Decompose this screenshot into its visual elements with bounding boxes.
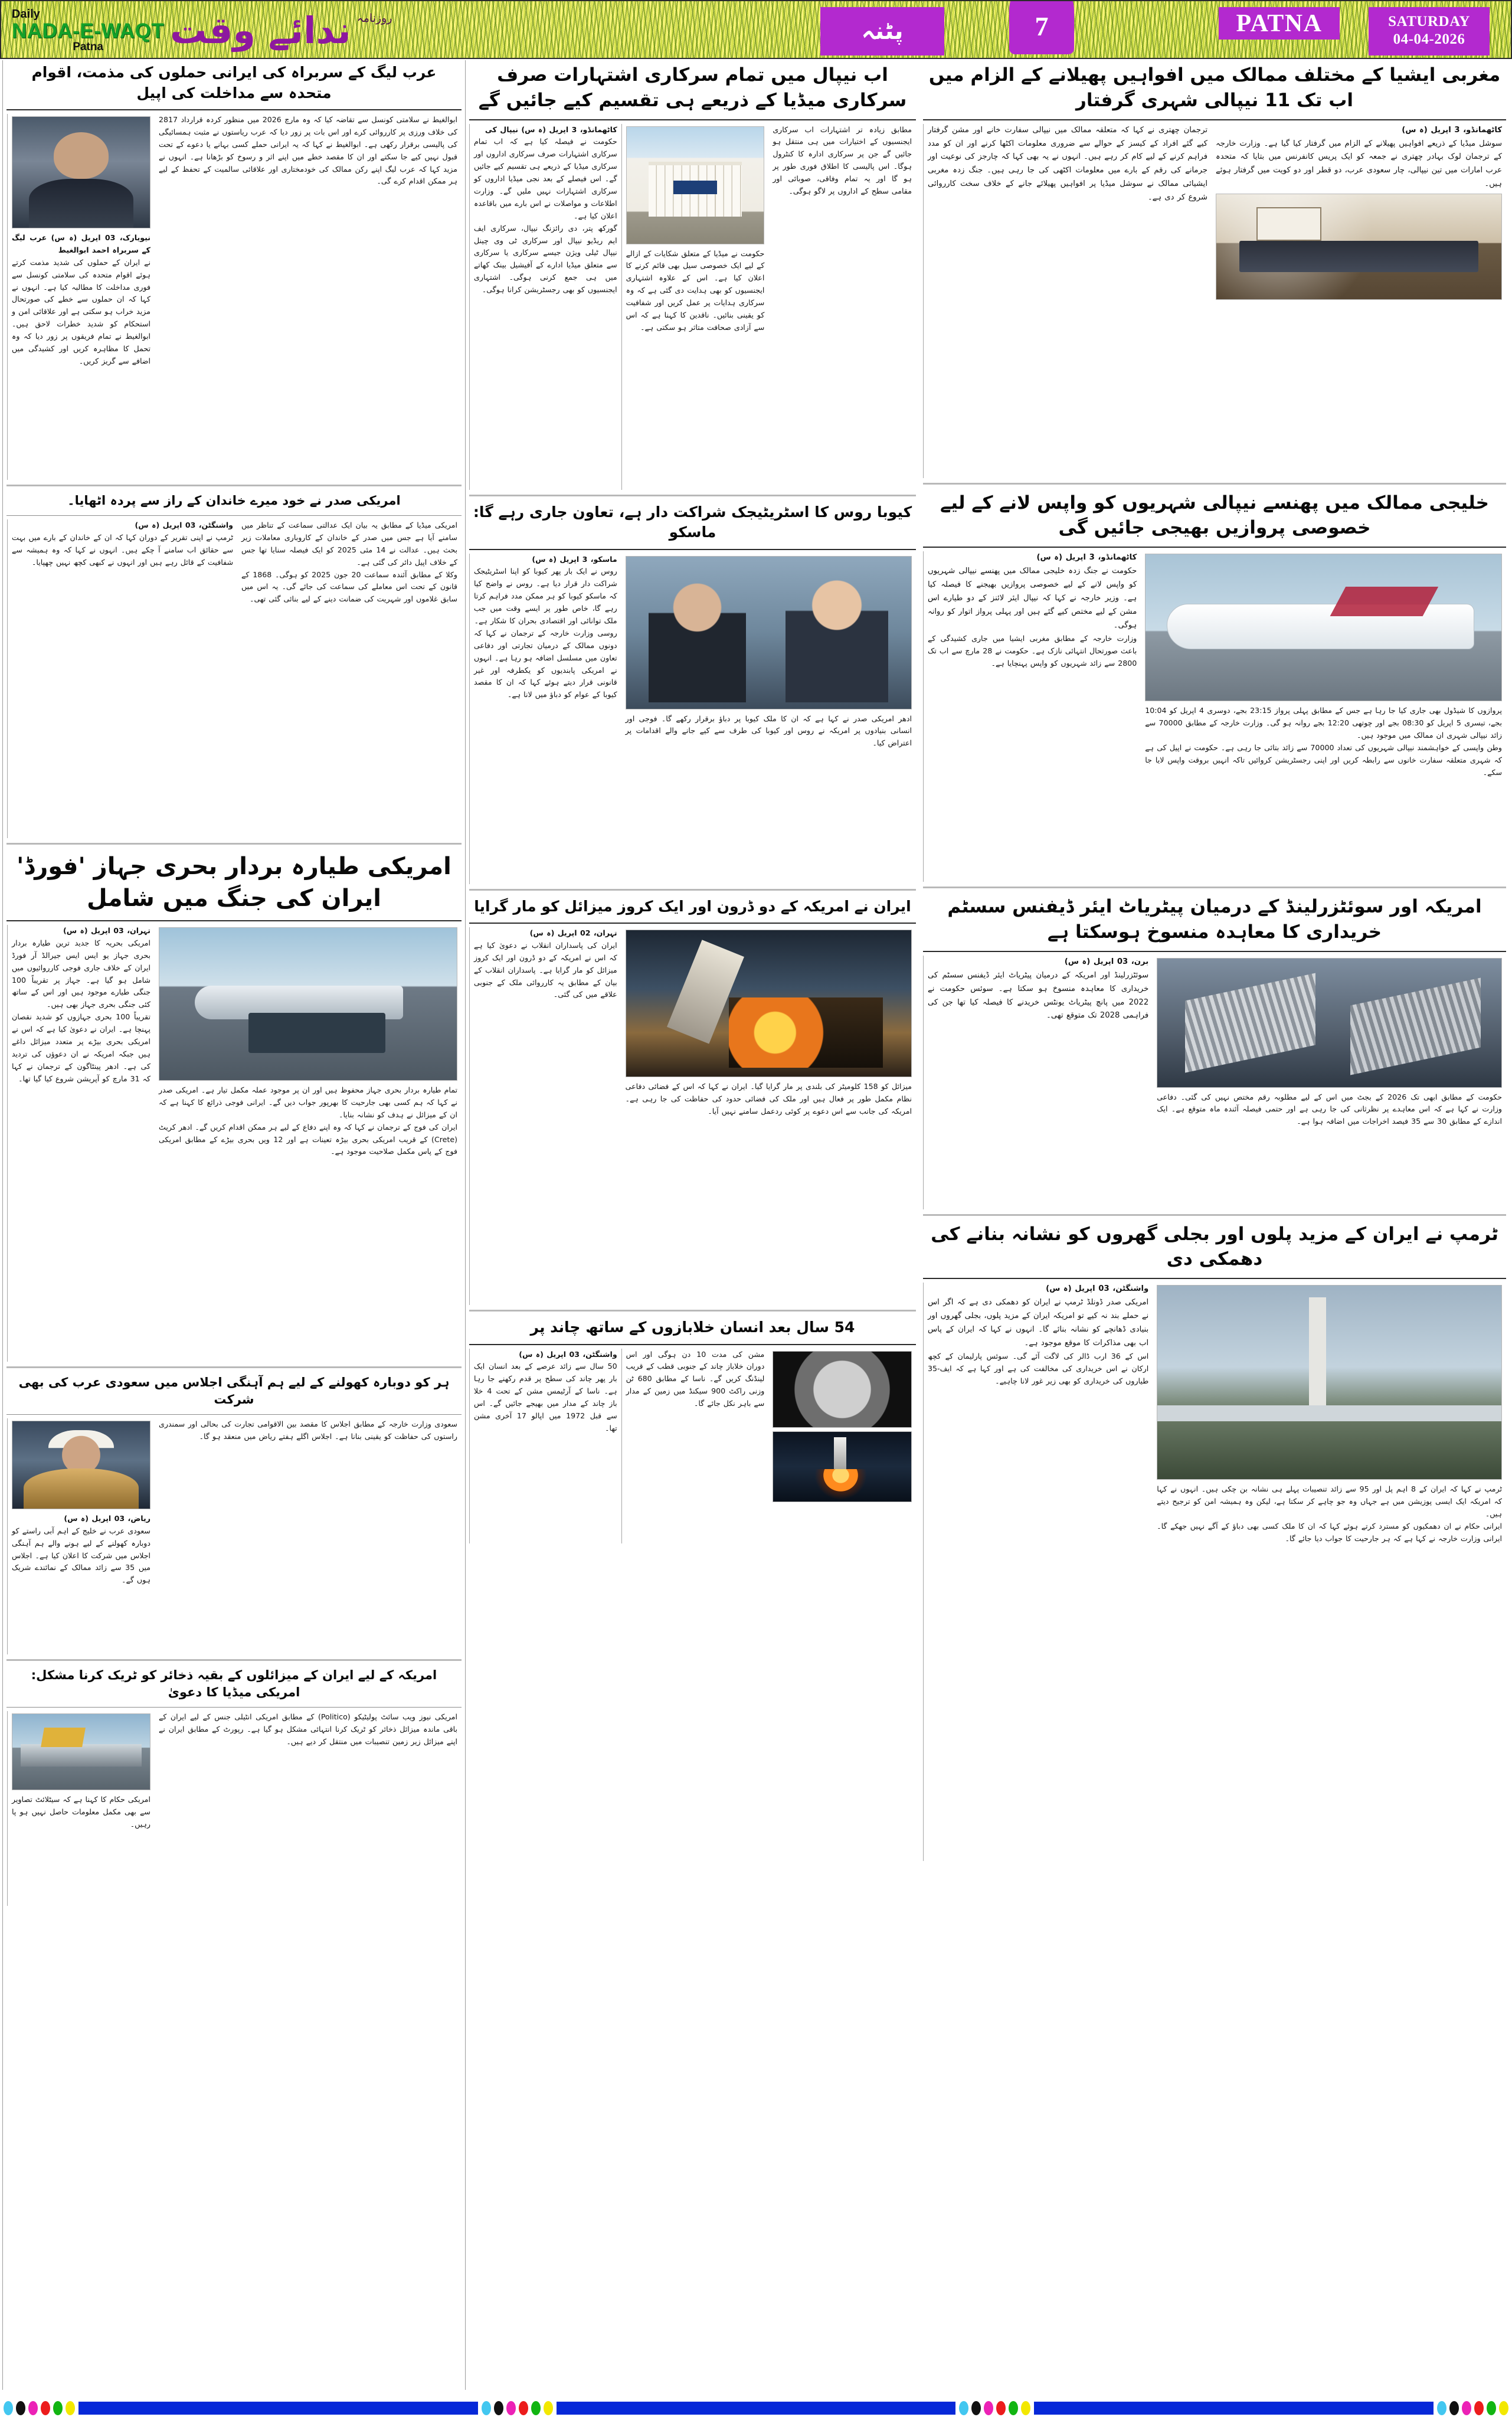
article-photo [12, 1421, 150, 1509]
page-number-label: 7 [1035, 11, 1049, 41]
date-label: 04-04-2026 [1393, 31, 1465, 47]
article-gulf-flights [923, 488, 1506, 882]
article-trump-family [6, 490, 462, 838]
article-photo [626, 556, 912, 709]
body-text: سعودی عرب نے خلیج کے اہم آبی راستے کو دوبارہ کھولنے کے لیے ہونے والے ہم آہنگی اجلاس میں شرکت کا اعلان کیا ہے۔ اجلاس میں 35 سے زائد ممالک کے نمائندے شریک ہوں گے۔ [12, 1526, 150, 1585]
colour-bar-fill [557, 2402, 956, 2415]
body-text: ٹرمپ نے کہا کہ ایران کے 8 اہم پل اور 95 سے زائد تنصیبات پہلے ہی نشانہ بن چکی ہیں۔ انہوں نے کہا کہ امریکہ ایک ایسی پوزیشن میں ہے جہاں وہ جو چاہے کر سکتا ہے، لیکن وہ ہمیشہ امن کو ترجیح دیتے ہیں۔ [1157, 1484, 1502, 1518]
registration-dot-black [494, 2401, 503, 2415]
article-photo [12, 1713, 150, 1790]
registration-dot-red [519, 2401, 528, 2415]
body-text: تقریباً 100 بحری جہازوں کو شدید نقصان پہنچا ہے۔ ایران نے دعویٰ کیا ہے کہ اس نے امریکی بحری بیڑے پر متعدد میزائل داغے ہیں جبکہ امریکہ نے ان دعوؤں کی تردید کی ہے۔ ادھر پینٹاگون کے ترجمان نے کہا کہ 31 مارچ کو آپریشن شروع کیا گیا تھا۔ [12, 1012, 150, 1083]
body-text: وکلا کے مطابق آئندہ سماعت 20 جون 2025 کو ہوگی۔ 1868 کے قانون کے تحت اس معاملے کی سماعت کی جائے گی۔ یہ اس میں سابق غلاموں اور شہریت کی ضمانت دینے کے لیے بنائی گئی تھی۔ [241, 570, 457, 604]
article-photo [1216, 194, 1502, 300]
masthead [0, 0, 1512, 59]
article-column [923, 956, 1153, 1209]
dateline: کاٹھمانڈو، 3 اپریل (ہ س) [1036, 553, 1137, 562]
body-text: سوئٹزرلینڈ اور امریکہ کے درمیان پیٹریاٹ ایئر ڈیفنس سسٹم کی خریداری کا معاہدہ منسوخ ہو سکتا ہے۔ سوئس حکومت نے 2022 میں پانچ پیٹریاٹ یونٹس خریدنے کا فیصلہ کیا تھا جن کی فراہمی 2028 تک متوقع تھی۔ [928, 970, 1149, 1021]
city-badge-en [1219, 7, 1340, 40]
dateline: واشنگٹن، 03 اپریل (ہ س) [1046, 1284, 1149, 1294]
body-text: میزائل کو 158 کلومیٹر کی بلندی پر مار گرایا گیا۔ ایران نے کہا کہ اس کے فضائی دفاعی نظام مکمل طور پر فعال ہیں اور ملک کی فضائی حدود کی حفاظت کی جا رہی ہے۔ امریکہ کی جانب سے اس دعوے پر کوئی ردعمل سامنے نہیں آیا۔ [625, 1082, 912, 1116]
headline: ہر کو دوبارہ کھولنے کے لیے ہم آہنگی اجلاس میں سعودی عرب کی بھی شرکت [18, 1375, 450, 1407]
headline: 54 سال بعد انسان خلابازوں کے ساتھ چاند پر [530, 1319, 855, 1336]
dateline: واشنگٹن، 03 اپریل (ہ س) [135, 520, 233, 529]
body-text: ابوالغیط نے سلامتی کونسل سے تقاضہ کیا کہ وہ مارچ 2026 میں منظور کردہ قرارداد 2817 کی خلاف ورزی پر کارروائی کرے اور اس بات پر زور دیا کہ عرب ریاستوں نے مثبت ہمسائیگی کی پالیسی برقرار رکھی ہے۔ ابوالغیط نے کہا کہ یہ ایرانی حملے کسی بہانے یا دعوے کے تحت قبول نہیں کیے جا سکتے اور ان کا مقصد خطے میں اپنے اثر و رسوخ کو بڑھانا ہے۔ انہوں نے مزید کہا کہ عرب لیگ اپنے رکن ممالک کی خودمختاری اور علاقائی سالمیت کے تحفظ کے لیے ہر ممکن اقدام کرے گی۔ [159, 115, 458, 186]
article-column [7, 1418, 155, 1654]
registration-dot-magenta [506, 2401, 516, 2415]
masthead-logo [12, 4, 392, 58]
headline: امریکی طیارہ بردار بحری جہاز 'فورڈ' ایران کی جنگ میں شامل [17, 852, 451, 912]
article-photo [626, 126, 765, 244]
body-text: حکومت نے جنگ زدہ خلیجی ممالک میں پھنسے نیپالی شہریوں کو واپس لانے کے لیے خصوصی پروازیں بھیجنے کا فیصلہ کیا ہے۔ وزیر خارجہ نے کہا کہ نیپال ایئر لائنز کے دو طیارے اس مشن کے لیے مختص کیے گئے ہیں اور پہلی پرواز اتوار کو روانہ ہوگی۔ [928, 567, 1137, 630]
body-text: اس کے 36 ارب ڈالر کی لاگت آئے گی۔ سوئس پارلیمان کے کچھ ارکان نے اس خریداری کی مخالفت کی ہے اور کہا ہے کہ ایف-35 طیاروں کی خریداری کو بھی زیر غور لانا چاہیے۔ [928, 1351, 1149, 1385]
body-text: وطن واپسی کے خواہشمند نیپالی شہریوں کی تعداد 70000 سے زائد بتائی جا رہی ہے۔ حکومت نے اپیل کی ہے کہ شہری متعلقہ سفارت خانوں سے رابطہ کریں اور اپنی رجسٹریشن کروائیں تاکہ انہیں بروقت واپس لایا جا سکے۔ [1145, 743, 1503, 777]
registration-dots [478, 2399, 557, 2417]
registration-dot-cyan [482, 2401, 491, 2415]
body-text: پروازوں کا شیڈول بھی جاری کیا جا رہا ہے جس کے مطابق پہلی پرواز 23:15 بجے، دوسری 4 اپریل کو 10:04 بجے، تیسری 5 اپریل کو 08:30 بجے اور چوتھی 12:20 بجے روانہ ہو گی۔ وزارت خارجہ کے مطابق 70000 سے زائد نیپالی شہری ان ممالک میں موجود ہیں۔ [1145, 706, 1502, 740]
registration-dot-green [531, 2401, 541, 2415]
body-text: حکومت نے فیصلہ کیا ہے کہ اب تمام سرکاری اشتہارات صرف سرکاری اداروں اور سرکاری میڈیا کے ذریعے ہی تقسیم کیے جائیں گے۔ اس فیصلے کے بعد نجی میڈیا اداروں کو سرکاری اشتہارات نہیں ملیں گے۔ وزارت اطلاعات و مواصلات نے اس بارے میں باقاعدہ اعلان کیا ہے۔ [474, 137, 617, 220]
body-text: امریکی حکام کا کہنا ہے کہ سیٹلائٹ تصاویر سے بھی مکمل معلومات حاصل نہیں ہو پا رہیں۔ [12, 1794, 150, 1829]
article-photo [1145, 554, 1502, 701]
registration-dot-green [53, 2401, 63, 2415]
headline: مغربی ایشیا کے مختلف ممالک میں افواہیں پھیلانے کے الزام میں اب تک 11 نیپالی شہری گرفتار [928, 64, 1501, 111]
logo-name-label: NADA-E-WAQT [12, 19, 165, 42]
body-text: حکومت نے میڈیا کے متعلق شکایات کے ازالے کے لیے ایک خصوصی سیل بھی قائم کرنے کا اعلان کیا ہے۔ اس کے علاوہ اشتہاری ایجنسیوں کو بھی ہدایت دی گئی ہے کہ وہ سرکاری ہدایات پر عمل کریں اور شفافیت کو یقینی بنائیں۔ ناقدین کا کہنا ہے کہ اس سے آزادی صحافت متاثر ہو سکتی ہے۔ [626, 248, 765, 332]
registration-dot-cyan [1437, 2401, 1446, 2415]
registration-dot-green [1009, 2401, 1018, 2415]
registration-dot-black [971, 2401, 981, 2415]
headline: عرب لیگ کے سربراہ کی ایرانی حملوں کی مذمت، اقوام متحدہ سے مداخلت کی اپیل [31, 64, 437, 102]
article-column [7, 114, 155, 480]
registration-dot-cyan [959, 2401, 968, 2415]
registration-dot-magenta [984, 2401, 993, 2415]
article-column [621, 1349, 769, 1543]
dateline: کاٹھمانڈو، 3 اپریل (ہ س) [1402, 125, 1502, 135]
article-us-missiles-track [6, 1664, 462, 1906]
body-text: امریکی صدر ڈونلڈ ٹرمپ نے ایران کو دھمکی دی ہے کہ اگر اس نے حملے بند نہ کیے تو امریکہ ایران کے مزید پلوں، بجلی گھروں اور بنیادی ڈھانچے کو نشانہ بنائے گا۔ انہوں نے کہا کہ ایران کے پاس اب بھی مذاکرات کا موقع موجود ہے۔ [928, 1298, 1149, 1347]
article-column [469, 124, 621, 490]
dateline: برن، 03 اپریل (ہ س) [1064, 957, 1149, 966]
article-column [1141, 551, 1506, 882]
article-column [7, 519, 237, 838]
registration-dot-magenta [28, 2401, 38, 2415]
article-column [469, 554, 621, 884]
article-column [155, 114, 462, 480]
article-column [1153, 956, 1506, 1209]
body-text: نے ایران کے حملوں کی شدید مذمت کرتے ہوئے اقوام متحدہ کی سلامتی کونسل سے فوری مداخلت کا مطالبہ کیا ہے۔ انہوں نے کہا کہ ان حملوں سے خطے کی صورتحال مزید خراب ہو سکتی ہے اور علاقائی امن و استحکام کو شدید خطرات لاحق ہیں۔ ابوالغیط نے تمام فریقوں پر زور دیا کہ وہ تحمل کا مظاہرہ کریں اور کشیدگی میں اضافے سے گریز کریں۔ [12, 257, 150, 365]
body-text: تمام طیارہ بردار بحری جہاز محفوظ ہیں اور ان پر موجود عملہ مکمل تیار ہے۔ امریکی صدر نے کہا کہ ہم کسی بھی جارحیت کا بھرپور جواب دیں گے۔ ایرانی فوجی ذرائع کا کہنا ہے کہ ان کے میزائل نے ہدف کو نشانہ بنایا۔ [159, 1085, 457, 1119]
dateline: ریاض، 03 اپریل (ہ س) [64, 1513, 150, 1523]
body-text: ایرانی حکام نے ان دھمکیوں کو مسترد کرتے ہوئے کہا کہ ان کا ملک کسی بھی دباؤ کے آگے نہیں جھکے گا۔ ایرانی وزارت خارجہ نے کہا ہے کہ ہر جارحیت کا جواب دیا جائے گا۔ [1157, 1521, 1502, 1543]
article-carrier-ford [6, 848, 462, 1362]
registration-dot-magenta [1462, 2401, 1471, 2415]
body-text: ایران کی پاسداران انقلاب نے دعویٰ کیا ہے کہ اس نے امریکہ کے دو ڈرون اور ایک کروز میزائل کو مار گرایا ہے۔ پاسداران انقلاب کے بیان کے مطابق یہ کارروائی ملک کے جنوبی علاقے میں کی گئی۔ [474, 940, 617, 999]
article-iran-drones [469, 894, 916, 1306]
registration-dot-red [1474, 2401, 1484, 2415]
colour-bar-segment [0, 2399, 78, 2417]
colour-bar-fill [78, 2402, 478, 2415]
article-photo [626, 930, 912, 1077]
city-label-en: PATNA [1236, 9, 1323, 37]
article-column [621, 927, 916, 1305]
region-middle [465, 60, 919, 2390]
body-text: حکومت کے مطابق ابھی تک 2026 کے بجٹ میں اس کے لیے مطلوبہ رقم مختص نہیں کی گئی۔ دفاعی وزارت نے کہا ہے کہ اس معاہدے پر نظرثانی کی جا رہی ہے اور حتمی فیصلہ آئندہ ماہ متوقع ہے۔ ایک اندازے کے مطابق 30 سے 35 فیصد اخراجات میں اضافہ ہوا ہے۔ [1157, 1092, 1502, 1126]
registration-dot-red [996, 2401, 1006, 2415]
headline: خلیجی ممالک میں پھنسے نیپالی شہریوں کو واپس لانے کے لیے خصوصی پروازیں بھیجی جائیں گی [940, 492, 1489, 539]
registration-dot-yellow [66, 2401, 75, 2415]
article-column [1153, 1283, 1506, 1861]
article-trump-threat [923, 1219, 1506, 1862]
body-text: روسی وزارت خارجہ کے ترجمان نے کہا کہ دونوں ممالک کے درمیان تجارتی اور دفاعی تعاون میں مسلسل اضافہ ہو رہا ہے۔ انہوں نے امریکی پابندیوں کو یکطرفہ اور غیر قانونی قرار دیتے ہوئے کہا کہ ان کا مقصد کیوبا کے عوام کو دباؤ میں لانا ہے۔ [474, 628, 617, 699]
body-text: امریکی نیوز ویب سائٹ پولیٹیکو (Politico) کے مطابق امریکی انٹیلی جنس کے لیے ایران کے باقی ماندہ میزائل ذخائر کو ٹریک کرنا انتہائی مشکل ہو گیا ہے۔ رپورٹ کے مطابق ایران نے اپنے میزائل زیر زمین تنصیبات میں منتقل کر دیے ہیں۔ [159, 1712, 457, 1746]
article-column [469, 927, 621, 1305]
registration-dot-cyan [4, 2401, 13, 2415]
colour-bar-segment [1034, 2399, 1512, 2417]
logo-city-label: Patna [73, 41, 103, 54]
registration-dot-red [41, 2401, 50, 2415]
registration-colour-bar [0, 2399, 1512, 2417]
article-moon-mission [469, 1315, 916, 1543]
city-label-ur: پٹنہ [861, 18, 904, 45]
article-column [155, 1711, 462, 1906]
page-body [2, 60, 1510, 2390]
body-text: ٹرمپ نے اپنی تقریر کے دوران کہا کہ ان کے خاندان کے بارے میں بہت سے حقائق اب سامنے آ چکے ہیں۔ انہوں نے کہا کہ وہ ہمیشہ سے شفافیت کے قائل رہے ہیں اور انہوں نے کبھی کچھ نہیں چھپایا۔ [12, 532, 233, 567]
body-text: روس نے ایک بار پھر کیوبا کو اپنا اسٹریٹیجک شراکت دار قرار دیا ہے۔ روس نے واضح کیا کہ ماسکو کیوبا کو ہر ممکن مدد فراہم کرتا رہے گا، خاص طور پر ایسے وقت میں جب ملک توانائی اور اقتصادی بحران کا شکار ہے۔ [474, 567, 617, 625]
registration-dots [955, 2399, 1034, 2417]
colour-bar-segment [78, 2399, 557, 2417]
region-right [919, 60, 1510, 2390]
headline: ٹرمپ نے ایران کے مزید پلوں اور بجلی گھروں کو نشانہ بنانے کی دھمکی دی [931, 1223, 1498, 1270]
region-left [2, 60, 465, 2390]
article-nepal-ads [469, 60, 916, 490]
article-column [7, 925, 155, 1362]
body-text: سوشل میڈیا کے ذریعے افواہیں پھیلانے کے الزام میں گرفتار کیا گیا ہے۔ وزارت خارجہ کے ترجمان لوک بہادر چھتری نے جمعہ کو ایک پریس کانفرنس میں بتایا کہ متحدہ عرب امارات میں تین نیپالی، چار سعودی عرب، دو قطر اور دو کویت میں گرفتار ہوئے ہیں۔ [1216, 139, 1502, 189]
article-column [621, 124, 769, 490]
article-arab-league [6, 60, 462, 480]
body-text: 50 سال سے زائد عرصے کے بعد انسان ایک بار پھر چاند کی سطح پر قدم رکھنے جا رہا ہے۔ ناسا کے آرٹیمس مشن کے تحت 4 خلا باز چاند کے مدار میں بھیجے جائیں گے۔ اس سے قبل 1972 میں اپالو 17 آخری مشن تھا۔ [474, 1362, 617, 1432]
body-text: مطابق زیادہ تر اشتہارات اب سرکاری ایجنسیوں کے اختیارات میں ہی منتقل ہو جائیں گے جن پر سرکاری ادارہ کا کنٹرول ہوگا۔ اس پالیسی کا اطلاق فوری طور پر ہو گا اور یہ تمام وفاقی، صوبائی اور مقامی سطح کے اداروں پر لاگو ہوگی۔ [773, 125, 912, 195]
article-photo [1157, 1285, 1502, 1480]
article-column [469, 1349, 621, 1543]
article-column [768, 1349, 916, 1543]
body-text: ایران کی فوج کے ترجمان نے کہا کہ وہ اپنے دفاع کے لیے ہر ممکن اقدام کریں گے۔ ادھر کریٹ (Crete) کے قریب امریکی بحری بیڑہ تعینات ہے اور 12 ویں بحری بیڑے کے مطابق امریکی فوج کے پاس مکمل صلاحیت موجود ہے۔ [159, 1122, 457, 1156]
colour-bar-segment [557, 2399, 1035, 2417]
date-badge [1369, 7, 1490, 55]
headline: امریکہ کے لیے ایران کے میزائلوں کے بقیہ ذخائر کو ٹریک کرنا مشکل: امریکی میڈیا کا دعویٰ [31, 1667, 437, 1699]
article-photo [773, 1431, 912, 1502]
headline: امریکہ اور سوئٹزرلینڈ کے درمیان پیٹریاٹ ایئر ڈیفنس سسٹم خریداری کا معاہدہ منسوخ ہوسکتا ہے [947, 896, 1482, 943]
registration-dot-black [16, 2401, 25, 2415]
article-column [155, 1418, 462, 1654]
body-text: ترجمان چھتری نے کہا کہ متعلقہ ممالک میں نیپالی سفارت خانے اور مشن گرفتار کیے گئے افراد کے کیسز کے حوالے سے ضروری معلومات اکٹھا کرنے اور ان کو مدد فراہم کرنے کے لیے کام کر رہے ہیں۔ انہوں نے یہ بھی کہا کہ چارجز کی نوعیت اور جرمانے کی رقم کے بارے میں معلومات اکٹھی کی جا رہی ہیں۔ جنگ زدہ مغربی ایشیائی ممالک نے سوشل میڈیا پر افواہیں پھیلائے جانے کے خلاف سخت کارروائی شروع کر دی ہے۔ [928, 125, 1208, 202]
body-text: امریکی بحریہ کا جدید ترین طیارہ بردار بحری جہاز یو ایس ایس جیرالڈ آر فورڈ ایران کے خلاف جاری فوجی کارروائیوں میں شامل ہو گیا ہے۔ جہاز پر تقریباً 100 جنگی طیارے موجود ہیں اور اس کے ساتھ کئی جنگی بحری جہاز بھی ہیں۔ [12, 938, 150, 1009]
article-patriot-deal [923, 892, 1506, 1209]
article-photo [159, 927, 457, 1081]
registration-dot-green [1487, 2401, 1496, 2415]
article-column [7, 1711, 155, 1906]
headline: امریکی صدر نے خود میرے خاندان کے راز سے پردہ اٹھایا۔ [67, 493, 401, 508]
article-photo [773, 1351, 912, 1428]
city-badge-ur [820, 7, 944, 55]
page-number-badge [1009, 0, 1074, 54]
article-photo [12, 116, 150, 228]
body-text: سعودی وزارت خارجہ کے مطابق اجلاس کا مقصد بین الاقوامی تجارت کی بحالی اور سمندری راستوں کی حفاظت کو یقینی بنانا ہے۔ اجلاس اگلے ہفتے ریاض میں منعقد ہو گا۔ [159, 1419, 457, 1441]
registration-dot-black [1449, 2401, 1459, 2415]
body-text: ادھر امریکی صدر نے کہا ہے کہ ان کا ملک کیوبا پر دباؤ برقرار رکھے گا۔ فوجی اور انسانی بنیادوں پر امریکہ نے روس اور کیوبا کی طرف سے کیے جانے والے اقدامات پر اعتراض کیا۔ [625, 714, 912, 748]
registration-dot-yellow [1499, 2401, 1508, 2415]
dateline: تہران، 02 اپریل (ہ س) [529, 928, 617, 938]
article-column [155, 925, 462, 1362]
body-text: گورکھ پتر، دی رائزنگ نیپال، سرکاری ایف ایم ریڈیو نیپال اور سرکاری ٹی وی چینل نیپال ٹیلی ویژن جیسے سرکاری یا سرکاری سے متعلق میڈیا ادارے کے آفیشیل بینک کھاتے میں ہی جمع کرنی ہوگی۔ اشتہاری ایجنسیوں کو بھی رجسٹریشن کرانا ہوگی۔ [474, 223, 617, 295]
body-text: وزارت خارجہ کے مطابق مغربی ایشیا میں جاری کشیدگی کے باعث صورتحال انتہائی نازک ہے۔ حکومت نے 28 مارچ سے اب تک 2800 سے زائد شہریوں کو واپس پہنچایا ہے۔ [928, 633, 1137, 668]
article-column [621, 554, 916, 884]
registration-dot-yellow [1021, 2401, 1030, 2415]
headline: ایران نے امریکہ کے دو ڈرون اور ایک کروز میزائل کو مار گرایا [474, 897, 911, 915]
dateline: واشنگٹن، 03 اپریل (ہ س) [519, 1349, 617, 1359]
article-photo [1157, 958, 1502, 1088]
article-cuba-russia [469, 500, 916, 884]
dateline: کاٹھمانڈو، 3 اپریل (ہ س) نیپال کی [485, 125, 617, 134]
dateline: نیویارک، 03 اپریل (ہ س) عرب لیگ کے سربراہ احمد ابوالغیط [12, 233, 150, 254]
article-column [923, 124, 1212, 478]
registration-dot-yellow [544, 2401, 553, 2415]
article-column [237, 519, 462, 838]
article-nepal-arrests [923, 60, 1506, 478]
body-text: مشن کی مدت 10 دن ہوگی اور اس دوران خلاباز چاند کے جنوبی قطب کے قریب لینڈنگ کریں گے۔ ناسا کے مطابق 680 ٹن وزنی راکٹ 900 سیکنڈ میں زمین کے مدار سے باہر نکل جائے گا۔ [626, 1349, 765, 1408]
logo-title-ur: ندائے وقت [170, 8, 351, 52]
registration-dots [1434, 2399, 1512, 2417]
colour-bar-fill [1034, 2402, 1434, 2415]
article-column [923, 1283, 1153, 1861]
body-text: امریکی میڈیا کے مطابق یہ بیان ایک عدالتی سماعت کے تناظر میں سامنے آیا ہے جس میں صدر کے خاندان کے کاروباری معاملات زیر بحث ہیں۔ عدالت نے 14 مئی 2025 کو ایک فیصلہ سنایا تھا جس کے خلاف اپیل دائر کی گئی ہے۔ [241, 520, 458, 567]
dateline: ماسکو، 3 اپریل (ہ س) [532, 554, 617, 564]
logo-daily-label: Daily [12, 7, 40, 21]
registration-dots [0, 2399, 78, 2417]
dateline: تہران، 03 اپریل (ہ س) [63, 925, 150, 935]
headline: اب نیپال میں تمام سرکاری اشتہارات صرف سرکاری میڈیا کے ذریعے ہی تقسیم کیے جائیں گے [478, 64, 907, 111]
weekday-label: SATURDAY [1388, 14, 1470, 30]
logo-english [12, 8, 164, 54]
article-column [768, 124, 916, 490]
headline: کیوبا روس کا اسٹریٹیجک شراکت دار ہے، تعاون جاری رہے گا: ماسکو [473, 503, 912, 541]
article-saudi-summit [6, 1372, 462, 1654]
logo-kicker-ur: روزنامہ [356, 12, 392, 25]
article-column [923, 551, 1141, 882]
article-column [1212, 124, 1506, 478]
